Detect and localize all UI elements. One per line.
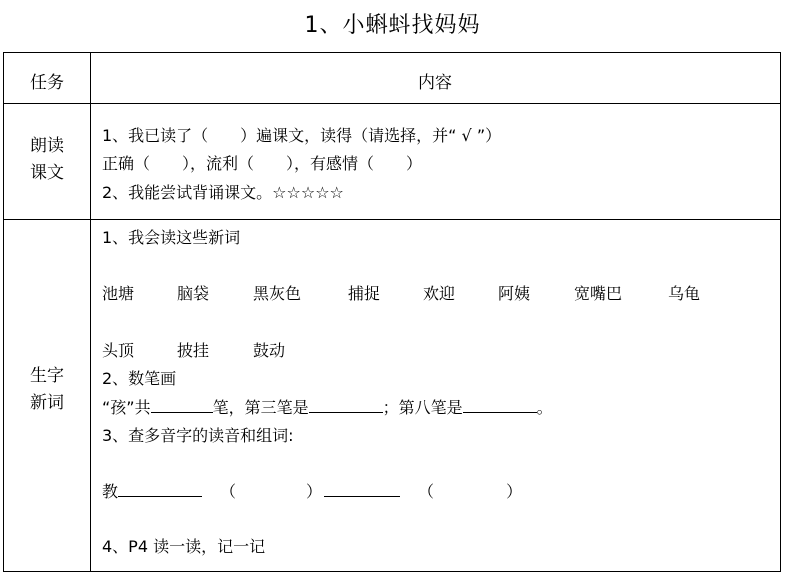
column-divider bbox=[90, 53, 91, 571]
word: 欢迎 bbox=[423, 284, 456, 303]
reading-line-3: 2、我能尝试背诵课文。☆☆☆☆☆ bbox=[102, 183, 344, 202]
word: 乌龟 bbox=[668, 284, 701, 303]
stroke-text-c: ；第八笔是 bbox=[382, 398, 463, 417]
header-content: 内容 bbox=[418, 73, 452, 93]
vocab-q1: 1、我会读这些新词 bbox=[102, 228, 241, 247]
vocab-q4: 4、P4 读一读，记一记 bbox=[102, 537, 266, 556]
row-divider bbox=[4, 219, 780, 220]
stroke-text-b: 笔，第三笔是 bbox=[212, 398, 309, 417]
polyphone-char: 教 bbox=[102, 482, 119, 501]
word-list-row1 bbox=[102, 281, 700, 304]
reading-label bbox=[4, 133, 90, 187]
reading-label-line1: 朗读 bbox=[30, 136, 64, 156]
vocab-label-line1: 生字 bbox=[30, 366, 64, 386]
paren-open: （ bbox=[220, 482, 237, 501]
reading-line-2: 正确（ ），流利（ ），有感情（ ） bbox=[102, 154, 423, 173]
word: 阿姨 bbox=[498, 284, 531, 303]
stroke-text-a: “孩”共 bbox=[102, 398, 151, 417]
vocab-q3: 3、查多音字的读音和组词: bbox=[102, 426, 294, 445]
word: 黑灰色 bbox=[253, 284, 302, 303]
worksheet-table bbox=[3, 52, 781, 572]
reading-line-1: 1、我已读了（ ）遍课文，读得（请选择，并“ √ ”） bbox=[102, 126, 502, 145]
header-task: 任务 bbox=[30, 73, 64, 93]
polyphone-line bbox=[102, 479, 522, 502]
word: 头顶 bbox=[102, 341, 135, 360]
paren-close: ） bbox=[306, 482, 323, 501]
word: 鼓动 bbox=[253, 341, 286, 360]
pronunciation-blank-1[interactable] bbox=[118, 480, 202, 497]
word: 披挂 bbox=[177, 341, 210, 360]
vocab-label bbox=[4, 363, 90, 417]
stroke-total-blank[interactable] bbox=[151, 396, 213, 413]
third-stroke-blank[interactable] bbox=[309, 396, 383, 413]
paren-close: ） bbox=[506, 482, 523, 501]
page-title: 1、小蝌蚪找妈妈 bbox=[304, 13, 481, 38]
word-list-row2 bbox=[102, 338, 285, 361]
eighth-stroke-blank[interactable] bbox=[463, 396, 537, 413]
vocab-q2: 2、数笔画 bbox=[102, 369, 177, 388]
word: 池塘 bbox=[102, 284, 135, 303]
word: 脑袋 bbox=[177, 284, 210, 303]
stroke-count-line bbox=[102, 395, 553, 418]
row-divider bbox=[4, 103, 780, 104]
word: 宽嘴巴 bbox=[574, 284, 623, 303]
vocab-label-line2: 新词 bbox=[30, 393, 64, 413]
reading-label-line2: 课文 bbox=[30, 163, 64, 183]
paren-open: （ bbox=[418, 482, 435, 501]
word: 捕捉 bbox=[348, 284, 381, 303]
pronunciation-blank-2[interactable] bbox=[324, 480, 400, 497]
stroke-text-d: 。 bbox=[536, 398, 553, 417]
